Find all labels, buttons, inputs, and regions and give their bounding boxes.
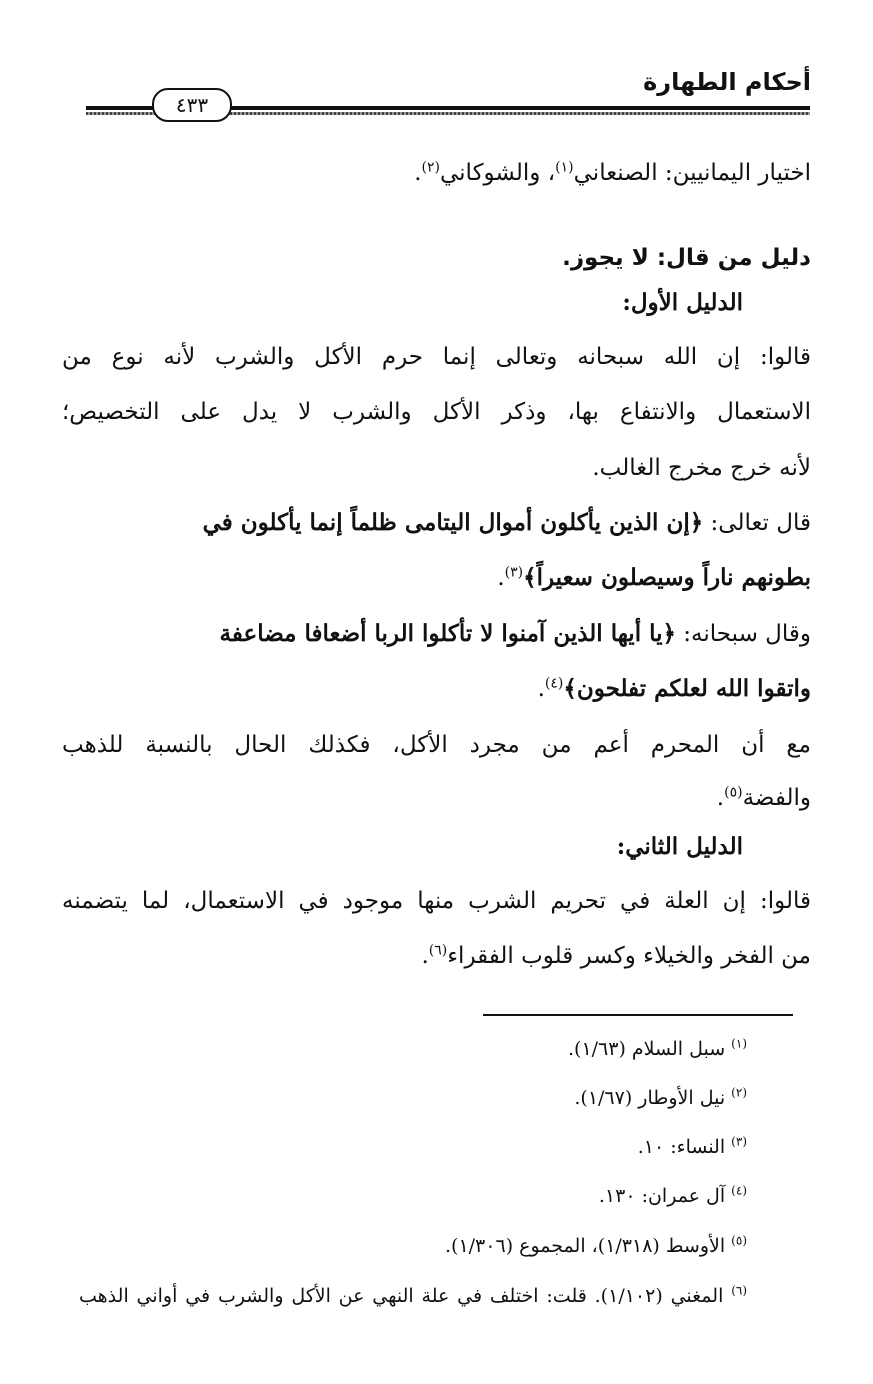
running-title: أحكام الطهارة [643,68,811,96]
quran-verse: بطونهم ناراً وسيصلون سعيراً﴾ [523,564,811,591]
footnote-text: سبل السلام (١/٦٣). [567,1038,732,1060]
body-text: . [537,676,545,702]
verse-1-line-1 [203,508,811,538]
footnote-4 [599,1183,747,1209]
verse-intro: وقال سبحانه: [676,621,811,647]
quran-verse: واتقوا الله لعلكم تفلحون﴾ [563,675,811,702]
body-text: . [421,943,429,969]
page-number: ٤٣٣ [152,88,232,122]
footnote-ref-2[interactable]: (٢) [421,159,440,176]
quran-verse: ﴿إن الذين يأكلون أموال اليتامى ظلماً إنما يأكلون في [202,509,704,536]
second-proof-heading: الدليل الثاني: [616,833,743,860]
footnote-text: الأوسط (١/٣١٨)، المجموع (١/٣٠٦). [445,1235,732,1257]
footnote-number: (٦) [731,1283,748,1298]
footnote-text: المغني (١/١٠٢). قلت: اختلف في علة النهي عن الأكل والشرب في أواني الذهب [79,1285,732,1307]
footnote-number: (٢) [731,1085,747,1100]
body-text: . [716,785,725,811]
body-text: . [497,565,505,591]
body-line-1 [414,158,811,188]
quran-verse: ﴿يا أيها الذين آمنوا لا تأكلوا الربا أضعافا مضاعفة [219,620,676,647]
footnote-1 [568,1036,747,1062]
body-text: ، والشوكاني [439,160,556,186]
footnote-text: نيل الأوطار (١/٦٧). [574,1087,732,1109]
paragraph-2-line-2 [717,783,811,813]
section-heading: دليل من قال: لا يجوز. [562,245,811,271]
body-text: اختيار اليمانيين: الصنعاني [573,160,811,186]
footnote-5 [445,1233,747,1259]
paragraph-2-line-1: مع أن المحرم أعم من مجرد الأكل، فكذلك الحال بالنسبة للذهب [62,732,811,758]
footnote-number: (٣) [731,1134,747,1149]
paragraph-1-line-2: الاستعمال والانتفاع بها، وذكر الأكل والشرب لا يدل على التخصيص؛ [62,399,811,425]
footnote-2 [574,1085,747,1111]
footnote-separator [483,1014,793,1016]
verse-1-line-2 [497,563,811,593]
footnote-text: آل عمران: ١٣٠. [598,1185,732,1207]
paragraph-1-line-1: قالوا: إن الله سبحانه وتعالى إنما حرم الأكل والشرب لأنه نوع من [62,344,811,370]
paragraph-3-line-1: قالوا: إن العلة في تحريم الشرب منها موجود في الاستعمال، لما يتضمنه [62,888,811,914]
footnote-number: (٤) [731,1183,747,1198]
verse-2-line-1 [220,619,812,649]
paragraph-1-line-3: لأنه خرج مخرج الغالب. [592,455,811,481]
footnote-number: (٥) [731,1233,747,1248]
footnote-number: (١) [731,1036,747,1051]
footnote-ref-1[interactable]: (١) [555,159,574,176]
footnote-ref-5[interactable]: (٥) [724,784,743,801]
paragraph-3-line-2 [421,941,811,971]
body-text: والفضة [742,785,811,811]
footnote-text: النساء: ١٠. [637,1136,732,1158]
first-proof-heading: الدليل الأول: [622,289,743,316]
footnote-ref-4[interactable]: (٤) [544,675,564,692]
verse-2-line-2 [538,674,811,704]
footnote-ref-3[interactable]: (٣) [504,564,524,581]
footnote-3 [638,1134,747,1160]
body-text: من الفخر والخيلاء وكسر قلوب الفقراء [447,943,811,969]
footnote-6 [79,1283,747,1309]
body-text: . [414,160,422,186]
verse-intro: قال تعالى: [703,510,811,536]
footnote-ref-6[interactable]: (٦) [428,942,448,959]
